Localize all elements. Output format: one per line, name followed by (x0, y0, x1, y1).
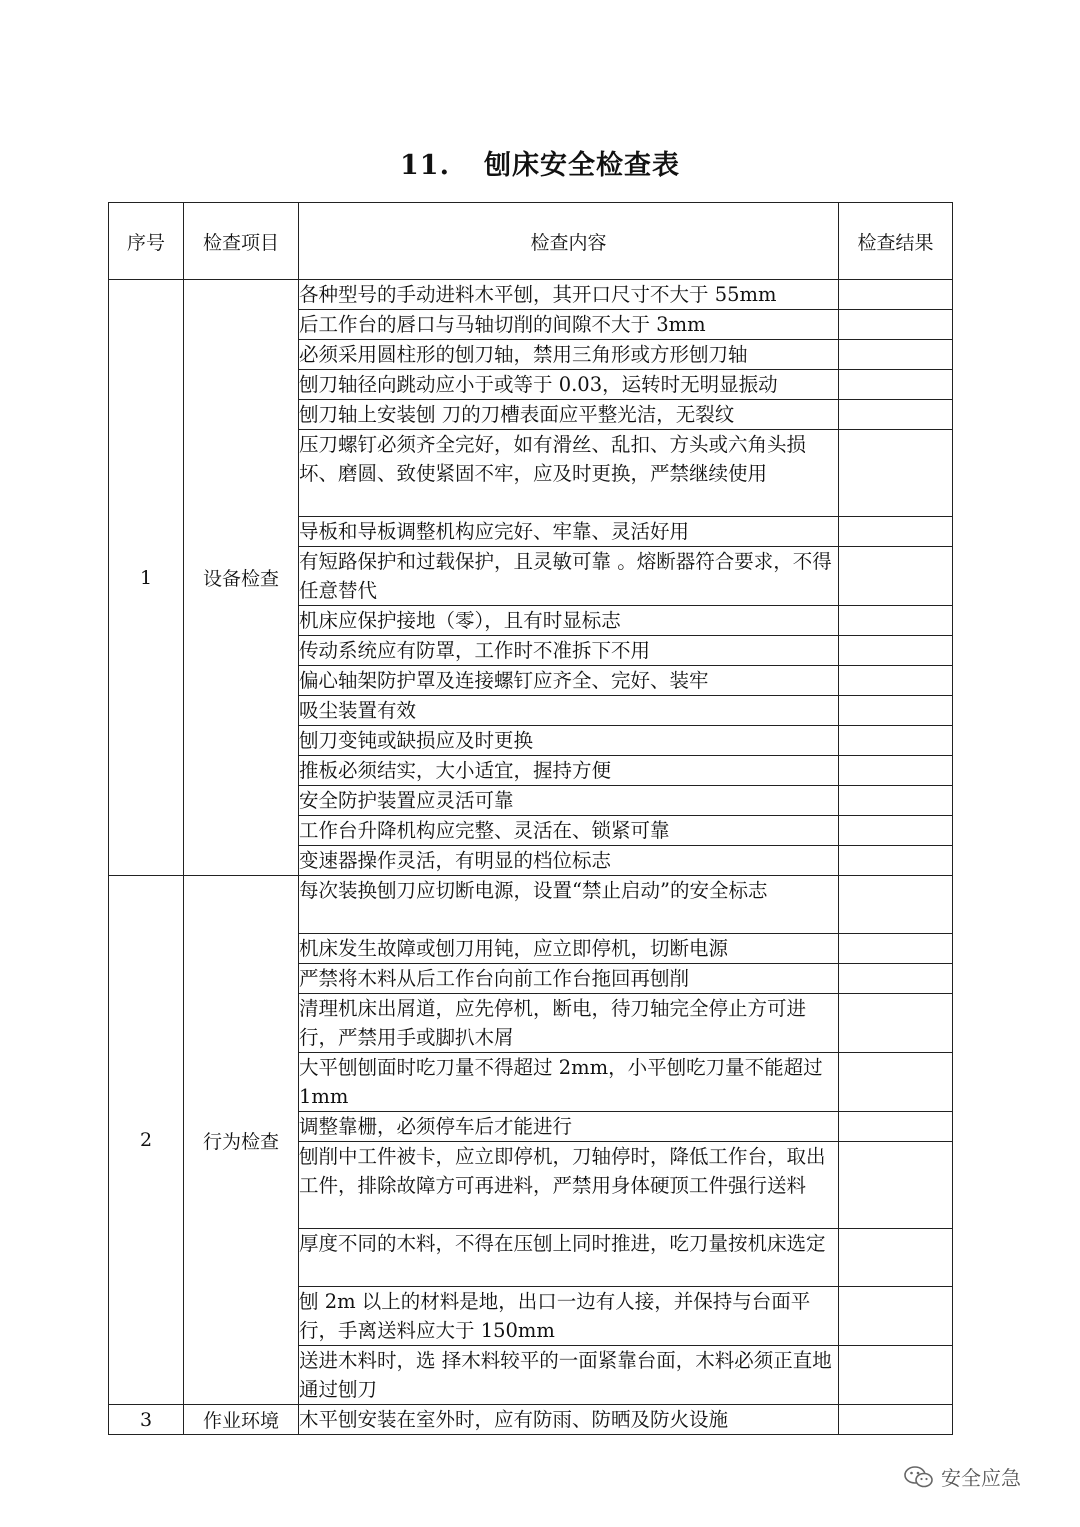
header-seq: 序号 (109, 203, 184, 280)
header-result: 检查结果 (839, 203, 953, 280)
content-cell: 各种型号的手动进料木平刨，其开口尺寸不大于 55mm (299, 280, 839, 310)
result-cell[interactable] (839, 994, 953, 1053)
result-cell[interactable] (839, 1112, 953, 1142)
result-cell[interactable] (839, 786, 953, 816)
result-cell[interactable] (839, 547, 953, 606)
result-cell[interactable] (839, 1053, 953, 1112)
content-cell: 压刀螺钉必须齐全完好，如有滑丝、乱扣、方头或六角头损坏、磨圆、致使紧固不牢，应及时更换，严禁继续使用 (299, 430, 839, 517)
content-cell: 送进木料时，选 择木料较平的一面紧靠台面，木料必须正直地通过刨刀 (299, 1346, 839, 1405)
content-cell: 清理机床出屑道，应先停机，断电，待刀轴完全停止方可进行，严禁用手或脚扒木屑 (299, 994, 839, 1053)
content-cell: 传动系统应有防罩，工作时不准拆下不用 (299, 636, 839, 666)
content-cell: 每次装换刨刀应切断电源，设置“禁止启动”的安全标志 (299, 876, 839, 934)
result-cell[interactable] (839, 726, 953, 756)
content-cell: 必须采用圆柱形的刨刀轴，禁用三角形或方形刨刀轴 (299, 340, 839, 370)
table-row (109, 280, 953, 310)
result-cell[interactable] (839, 1346, 953, 1405)
result-cell[interactable] (839, 310, 953, 340)
result-cell[interactable] (839, 1142, 953, 1229)
result-cell[interactable] (839, 666, 953, 696)
content-cell: 刨刀轴上安装刨 刀的刀槽表面应平整光洁，无裂纹 (299, 400, 839, 430)
content-cell: 刨刀轴径向跳动应小于或等于 0.03，运转时无明显振动 (299, 370, 839, 400)
seq-cell: 2 (109, 876, 184, 1405)
content-cell: 有短路保护和过载保护，且灵敏可靠 。熔断器符合要求，不得任意替代 (299, 547, 839, 606)
watermark-text: 安全应急 (941, 1466, 1021, 1490)
table-body (109, 280, 953, 1435)
watermark (903, 1462, 1021, 1491)
result-cell[interactable] (839, 340, 953, 370)
content-cell: 吸尘装置有效 (299, 696, 839, 726)
content-cell: 导板和导板调整机构应完好、牢靠、灵活好用 (299, 517, 839, 547)
seq-cell: 3 (109, 1405, 184, 1435)
content-cell: 工作台升降机构应完整、灵活在、锁紧可靠 (299, 816, 839, 846)
header-item: 检查项目 (184, 203, 299, 280)
wechat-icon (903, 1465, 935, 1489)
table-row (109, 1405, 953, 1435)
result-cell[interactable] (839, 934, 953, 964)
result-cell[interactable] (839, 876, 953, 934)
content-cell: 大平刨刨面时吃刀量不得超过 2mm，小平刨吃刀量不能超过 1mm (299, 1053, 839, 1112)
content-cell: 机床发生故障或刨刀用钝，应立即停机，切断电源 (299, 934, 839, 964)
content-cell: 机床应保护接地（零），且有时显标志 (299, 606, 839, 636)
result-cell[interactable] (839, 280, 953, 310)
category-cell: 行为检查 (184, 876, 299, 1405)
result-cell[interactable] (839, 846, 953, 876)
content-cell: 偏心轴架防护罩及连接螺钉应齐全、完好、装牢 (299, 666, 839, 696)
result-cell[interactable] (839, 1405, 953, 1435)
table-header-row (109, 203, 953, 280)
result-cell[interactable] (839, 756, 953, 786)
inspection-table (108, 202, 953, 1435)
result-cell[interactable] (839, 964, 953, 994)
result-cell[interactable] (839, 517, 953, 547)
content-cell: 变速器操作灵活，有明显的档位标志 (299, 846, 839, 876)
result-cell[interactable] (839, 400, 953, 430)
content-cell: 木平刨安装在室外时，应有防雨、防晒及防火设施 (299, 1405, 839, 1435)
content-cell: 后工作台的唇口与马轴切削的间隙不大于 3mm (299, 310, 839, 340)
content-cell: 刨削中工件被卡，应立即停机，刀轴停时，降低工作台，取出工件，排除故障方可再进料，严禁用身体硬顶工件强行送料 (299, 1142, 839, 1229)
category-cell: 设备检查 (184, 280, 299, 876)
header-content: 检查内容 (299, 203, 839, 280)
content-cell: 调整靠栅，必须停车后才能进行 (299, 1112, 839, 1142)
result-cell[interactable] (839, 636, 953, 666)
content-cell: 推板必须结实，大小适宜，握持方便 (299, 756, 839, 786)
table-row (109, 876, 953, 934)
content-cell: 严禁将木料从后工作台向前工作台拖回再刨削 (299, 964, 839, 994)
title-text: 刨床安全检查表 (483, 150, 680, 181)
content-cell: 安全防护装置应灵活可靠 (299, 786, 839, 816)
content-cell: 厚度不同的木料，不得在压刨上同时推进，吃刀量按机床选定 (299, 1229, 839, 1287)
seq-cell: 1 (109, 280, 184, 876)
content-cell: 刨刀变钝或缺损应及时更换 (299, 726, 839, 756)
result-cell[interactable] (839, 370, 953, 400)
result-cell[interactable] (839, 816, 953, 846)
content-cell: 刨 2m 以上的材料是地，出口一边有人接，并保持与台面平行，手离送料应大于 150mm (299, 1287, 839, 1346)
title-number: 11. (400, 150, 450, 181)
result-cell[interactable] (839, 1287, 953, 1346)
result-cell[interactable] (839, 430, 953, 517)
result-cell[interactable] (839, 606, 953, 636)
page-title (0, 143, 1080, 182)
result-cell[interactable] (839, 696, 953, 726)
category-cell: 作业环境 (184, 1405, 299, 1435)
result-cell[interactable] (839, 1229, 953, 1287)
